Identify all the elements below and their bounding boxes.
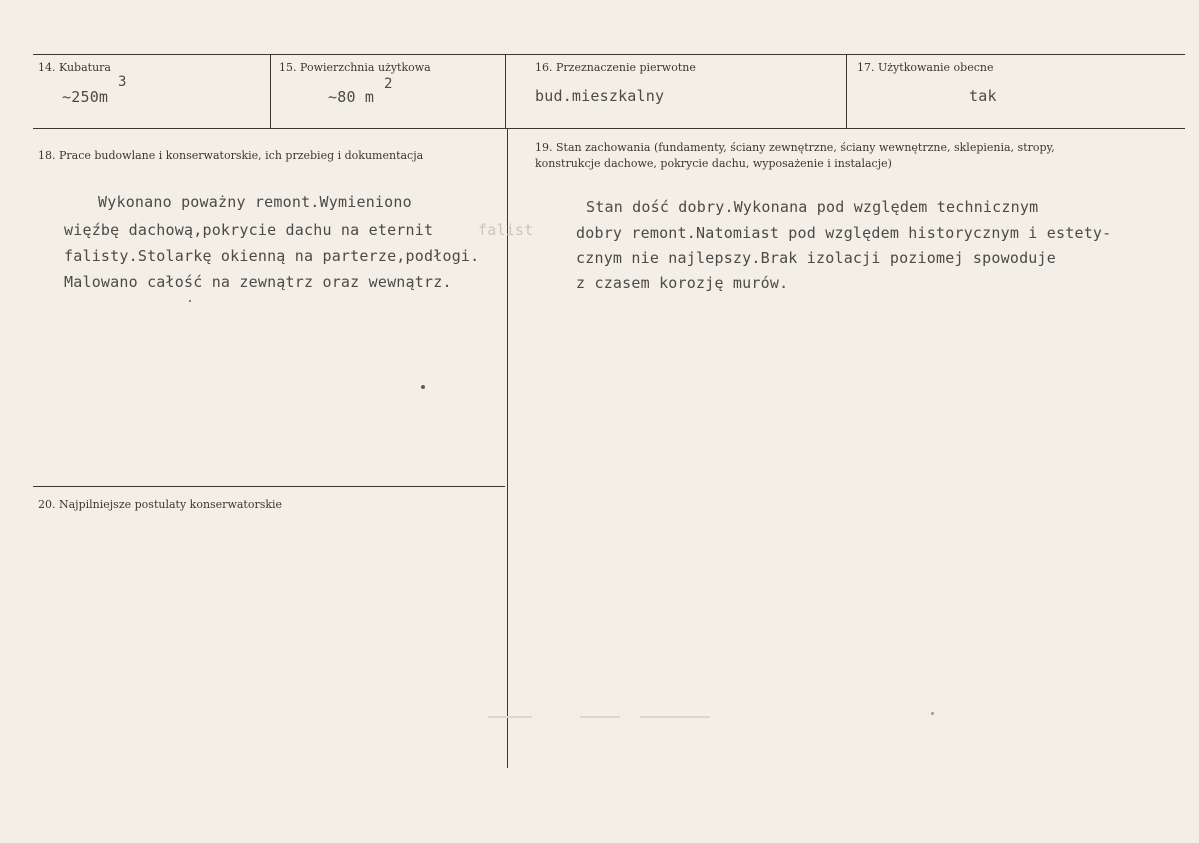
top-rule [33, 54, 1185, 55]
faint-offset-mark [488, 716, 532, 718]
col-divider-14-15 [270, 54, 271, 128]
field-15-value: ~80 m [328, 88, 375, 106]
section-20-rule [33, 486, 505, 487]
field-15-exponent: 2 [384, 76, 393, 92]
faint-offset-mark [580, 716, 620, 718]
field-15-label: 15. Powierzchnia użytkowa [279, 61, 431, 74]
field-19-line-3: cznym nie najlepszy.Brak izolacji poziomej spowoduje [576, 249, 1056, 267]
field-18-line-2: więźbę dachową,pokrycie dachu na eternit [64, 221, 434, 239]
field-17-value: tak [969, 87, 997, 105]
faint-offset-mark [640, 716, 710, 718]
field-19-label-line-2: konstrukcje dachowe, pokrycie dachu, wyposażenie i instalacje) [535, 157, 892, 170]
field-19-line-4: z czasem korozję murów. [576, 274, 789, 292]
field-18-overtyped: falist [478, 221, 534, 239]
field-14-exponent: 3 [118, 74, 127, 90]
paper-speck [189, 300, 191, 302]
field-14-value: ~250m [62, 88, 109, 106]
col-divider-15-16 [505, 54, 506, 128]
paper-speck [931, 712, 934, 715]
field-14-label: 14. Kubatura [38, 61, 111, 74]
col-divider-16-17 [846, 54, 847, 128]
field-18-line-4: Malowano całość na zewnątrz oraz wewnątrz. [64, 273, 452, 291]
field-19-line-2: dobry remont.Natomiast pod względem historycznym i estety- [576, 224, 1112, 242]
field-17-label: 17. Użytkowanie obecne [857, 61, 994, 74]
field-16-value: bud.mieszkalny [535, 87, 665, 105]
field-20-label: 20. Najpilniejsze postulaty konserwatorskie [38, 498, 283, 511]
field-19-label-line-1: 19. Stan zachowania (fundamenty, ściany zewnętrzne, ściany wewnętrzne, sklepienia, stropy, [535, 141, 1055, 154]
field-18-line-1: Wykonano poważny remont.Wymieniono [98, 193, 412, 211]
field-18-line-3: falisty.Stolarkę okienną na parterze,podłogi. [64, 247, 480, 265]
row-divider [33, 128, 1185, 129]
field-19-line-1: Stan dość dobry.Wykonana pod względem technicznym [586, 198, 1039, 216]
field-16-label: 16. Przeznaczenie pierwotne [535, 61, 696, 74]
paper-speck [421, 385, 425, 389]
field-18-label: 18. Prace budowlane i konserwatorskie, ich przebieg i dokumentacja [38, 149, 424, 162]
